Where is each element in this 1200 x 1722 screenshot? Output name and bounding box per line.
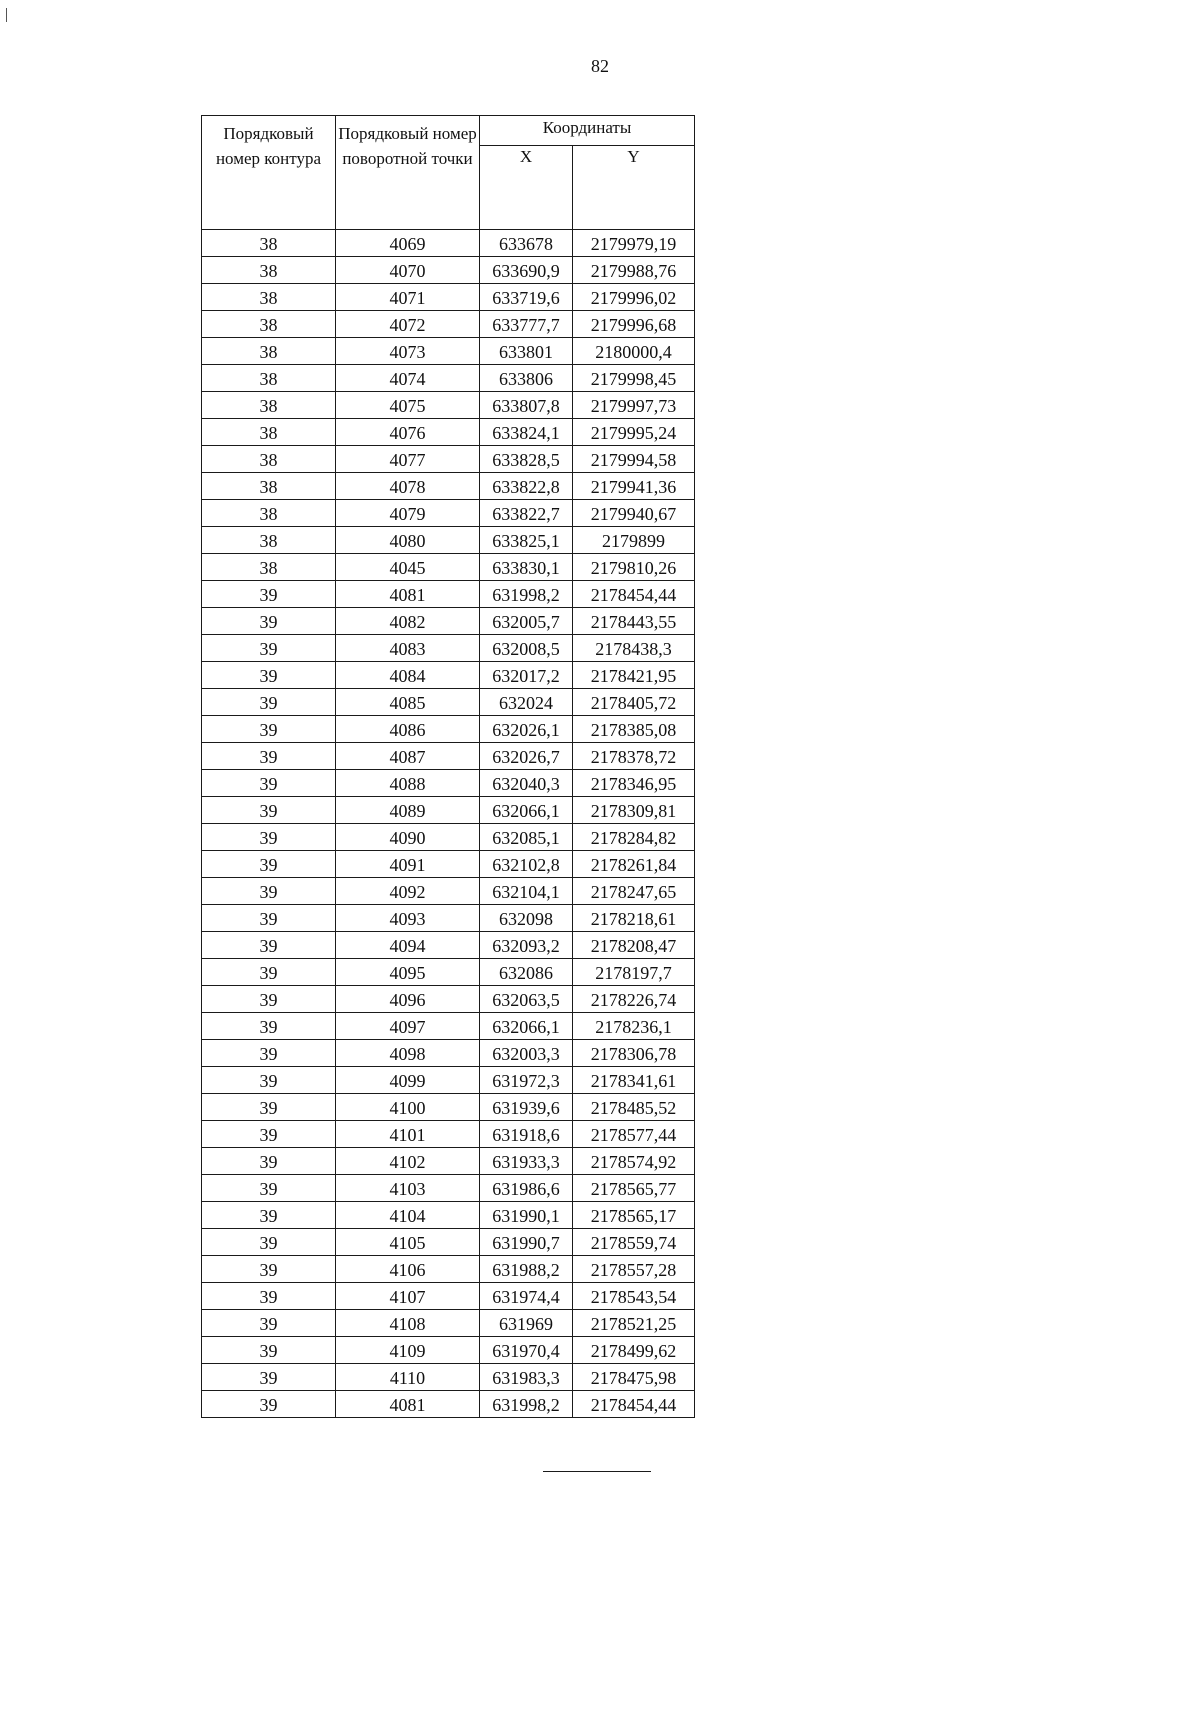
- cell-point: 4083: [336, 635, 480, 662]
- table-row: [202, 581, 695, 608]
- cell-y: 2179899: [573, 527, 695, 554]
- cell-contour: 39: [202, 1283, 336, 1310]
- header-contour-number: Порядковый номер контура: [202, 116, 336, 230]
- cell-contour: 38: [202, 284, 336, 311]
- table-row: [202, 878, 695, 905]
- cell-y: 2178247,65: [573, 878, 695, 905]
- cell-x: 631939,6: [480, 1094, 573, 1121]
- cell-contour: 39: [202, 797, 336, 824]
- cell-point: 4074: [336, 365, 480, 392]
- header-point-number: Порядковый номер поворотной точки: [336, 116, 480, 230]
- cell-contour: 39: [202, 1256, 336, 1283]
- cell-point: 4097: [336, 1013, 480, 1040]
- table-row: [202, 824, 695, 851]
- table-row: [202, 635, 695, 662]
- cell-contour: 39: [202, 851, 336, 878]
- header-coordinates: Координаты: [480, 116, 695, 146]
- cell-y: 2178577,44: [573, 1121, 695, 1148]
- cell-contour: 39: [202, 1067, 336, 1094]
- cell-x: 633824,1: [480, 419, 573, 446]
- cell-point: 4079: [336, 500, 480, 527]
- coordinates-table: [201, 115, 695, 1418]
- table-row: [202, 743, 695, 770]
- cell-x: 632093,2: [480, 932, 573, 959]
- cell-point: 4099: [336, 1067, 480, 1094]
- cell-point: 4088: [336, 770, 480, 797]
- cell-y: 2178341,61: [573, 1067, 695, 1094]
- cell-x: 632066,1: [480, 1013, 573, 1040]
- table-row: [202, 851, 695, 878]
- cell-contour: 39: [202, 1229, 336, 1256]
- cell-y: 2178521,25: [573, 1310, 695, 1337]
- cell-y: 2179995,24: [573, 419, 695, 446]
- cell-point: 4107: [336, 1283, 480, 1310]
- cell-y: 2178421,95: [573, 662, 695, 689]
- cell-contour: 38: [202, 311, 336, 338]
- table-row: [202, 311, 695, 338]
- cell-x: 631972,3: [480, 1067, 573, 1094]
- cell-y: 2178385,08: [573, 716, 695, 743]
- table-row: [202, 1364, 695, 1391]
- cell-y: 2178405,72: [573, 689, 695, 716]
- table-row: [202, 446, 695, 473]
- cell-contour: 39: [202, 662, 336, 689]
- cell-y: 2178485,52: [573, 1094, 695, 1121]
- cell-contour: 39: [202, 608, 336, 635]
- cell-x: 632026,7: [480, 743, 573, 770]
- cell-point: 4103: [336, 1175, 480, 1202]
- cell-point: 4084: [336, 662, 480, 689]
- end-rule: [543, 1471, 651, 1472]
- cell-y: 2178226,74: [573, 986, 695, 1013]
- cell-y: 2178543,54: [573, 1283, 695, 1310]
- table-row: [202, 1202, 695, 1229]
- cell-contour: 39: [202, 1391, 336, 1418]
- cell-contour: 39: [202, 1364, 336, 1391]
- cell-point: 4094: [336, 932, 480, 959]
- cell-point: 4078: [336, 473, 480, 500]
- cell-point: 4089: [336, 797, 480, 824]
- table-row: [202, 1148, 695, 1175]
- cell-x: 631918,6: [480, 1121, 573, 1148]
- cell-contour: 39: [202, 716, 336, 743]
- table-row: [202, 230, 695, 257]
- cell-contour: 38: [202, 365, 336, 392]
- cell-point: 4106: [336, 1256, 480, 1283]
- cell-contour: 39: [202, 1094, 336, 1121]
- cell-x: 631990,7: [480, 1229, 573, 1256]
- cell-point: 4071: [336, 284, 480, 311]
- cell-contour: 39: [202, 824, 336, 851]
- table-row: [202, 770, 695, 797]
- cell-contour: 38: [202, 392, 336, 419]
- cell-point: 4045: [336, 554, 480, 581]
- table-row: [202, 419, 695, 446]
- cell-contour: 39: [202, 689, 336, 716]
- cell-y: 2178475,98: [573, 1364, 695, 1391]
- table-row: [202, 527, 695, 554]
- cell-x: 631933,3: [480, 1148, 573, 1175]
- cell-x: 633806: [480, 365, 573, 392]
- table-row: [202, 608, 695, 635]
- cell-contour: 39: [202, 743, 336, 770]
- cell-x: 631986,6: [480, 1175, 573, 1202]
- cell-contour: 39: [202, 1040, 336, 1067]
- cell-point: 4070: [336, 257, 480, 284]
- cell-x: 632086: [480, 959, 573, 986]
- cell-x: 631998,2: [480, 581, 573, 608]
- cell-point: 4072: [336, 311, 480, 338]
- table-row: [202, 284, 695, 311]
- cell-x: 633822,7: [480, 500, 573, 527]
- cell-y: 2178346,95: [573, 770, 695, 797]
- cell-y: 2178454,44: [573, 581, 695, 608]
- table-row: [202, 1310, 695, 1337]
- table-body: [202, 230, 695, 1418]
- cell-x: 633825,1: [480, 527, 573, 554]
- cell-x: 632008,5: [480, 635, 573, 662]
- cell-contour: 38: [202, 446, 336, 473]
- cell-point: 4105: [336, 1229, 480, 1256]
- cell-point: 4075: [336, 392, 480, 419]
- cell-x: 631988,2: [480, 1256, 573, 1283]
- cell-contour: 38: [202, 257, 336, 284]
- cell-y: 2178557,28: [573, 1256, 695, 1283]
- table-row: [202, 932, 695, 959]
- cell-point: 4085: [336, 689, 480, 716]
- cell-contour: 39: [202, 581, 336, 608]
- cell-point: 4092: [336, 878, 480, 905]
- cell-x: 633690,9: [480, 257, 573, 284]
- cell-point: 4090: [336, 824, 480, 851]
- cell-point: 4101: [336, 1121, 480, 1148]
- table-row: [202, 392, 695, 419]
- cell-x: 632102,8: [480, 851, 573, 878]
- cell-contour: 39: [202, 1148, 336, 1175]
- cell-point: 4077: [336, 446, 480, 473]
- cell-contour: 38: [202, 500, 336, 527]
- cell-x: 632098: [480, 905, 573, 932]
- cell-y: 2178559,74: [573, 1229, 695, 1256]
- cell-y: 2178261,84: [573, 851, 695, 878]
- cell-y: 2179997,73: [573, 392, 695, 419]
- table-row: [202, 1175, 695, 1202]
- cell-point: 4104: [336, 1202, 480, 1229]
- cell-y: 2178499,62: [573, 1337, 695, 1364]
- table-row: [202, 905, 695, 932]
- cell-contour: 39: [202, 1202, 336, 1229]
- table-row: [202, 500, 695, 527]
- cell-x: 632017,2: [480, 662, 573, 689]
- cell-point: 4081: [336, 1391, 480, 1418]
- cell-contour: 38: [202, 230, 336, 257]
- table-row: [202, 716, 695, 743]
- cell-point: 4096: [336, 986, 480, 1013]
- cell-y: 2179988,76: [573, 257, 695, 284]
- cell-y: 2178565,77: [573, 1175, 695, 1202]
- table-row: [202, 1256, 695, 1283]
- scan-mark: [6, 8, 7, 22]
- table-row: [202, 662, 695, 689]
- table-row: [202, 1094, 695, 1121]
- cell-x: 631969: [480, 1310, 573, 1337]
- cell-y: 2178454,44: [573, 1391, 695, 1418]
- cell-x: 632085,1: [480, 824, 573, 851]
- cell-y: 2178208,47: [573, 932, 695, 959]
- cell-y: 2179979,19: [573, 230, 695, 257]
- cell-contour: 39: [202, 770, 336, 797]
- cell-x: 633830,1: [480, 554, 573, 581]
- cell-point: 4081: [336, 581, 480, 608]
- cell-x: 632063,5: [480, 986, 573, 1013]
- table-row: [202, 1013, 695, 1040]
- cell-contour: 39: [202, 1121, 336, 1148]
- cell-contour: 39: [202, 932, 336, 959]
- cell-x: 631998,2: [480, 1391, 573, 1418]
- cell-x: 633822,8: [480, 473, 573, 500]
- table-row: [202, 1229, 695, 1256]
- cell-y: 2179998,45: [573, 365, 695, 392]
- cell-contour: 39: [202, 1337, 336, 1364]
- table-row: [202, 959, 695, 986]
- cell-x: 633678: [480, 230, 573, 257]
- cell-x: 631983,3: [480, 1364, 573, 1391]
- page-number: 82: [591, 56, 609, 76]
- table-row: [202, 338, 695, 365]
- table-row: [202, 365, 695, 392]
- cell-y: 2178236,1: [573, 1013, 695, 1040]
- cell-y: 2178574,92: [573, 1148, 695, 1175]
- cell-x: 632026,1: [480, 716, 573, 743]
- cell-x: 633807,8: [480, 392, 573, 419]
- cell-point: 4091: [336, 851, 480, 878]
- table-row: [202, 797, 695, 824]
- cell-point: 4087: [336, 743, 480, 770]
- cell-contour: 38: [202, 527, 336, 554]
- cell-point: 4073: [336, 338, 480, 365]
- cell-x: 632104,1: [480, 878, 573, 905]
- cell-contour: 39: [202, 1310, 336, 1337]
- cell-y: 2178443,55: [573, 608, 695, 635]
- table-row: [202, 1067, 695, 1094]
- cell-contour: 39: [202, 959, 336, 986]
- cell-y: 2178309,81: [573, 797, 695, 824]
- table-row: [202, 1391, 695, 1418]
- cell-contour: 39: [202, 1013, 336, 1040]
- cell-y: 2179994,58: [573, 446, 695, 473]
- cell-point: 4100: [336, 1094, 480, 1121]
- cell-y: 2179996,02: [573, 284, 695, 311]
- cell-y: 2179941,36: [573, 473, 695, 500]
- cell-y: 2179940,67: [573, 500, 695, 527]
- cell-y: 2178438,3: [573, 635, 695, 662]
- cell-point: 4110: [336, 1364, 480, 1391]
- cell-x: 632040,3: [480, 770, 573, 797]
- cell-contour: 38: [202, 473, 336, 500]
- cell-x: 633801: [480, 338, 573, 365]
- table-row: [202, 257, 695, 284]
- cell-x: 632066,1: [480, 797, 573, 824]
- cell-x: 631974,4: [480, 1283, 573, 1310]
- cell-point: 4102: [336, 1148, 480, 1175]
- cell-y: 2178378,72: [573, 743, 695, 770]
- cell-contour: 38: [202, 338, 336, 365]
- table-header: [202, 116, 695, 230]
- header-x: X: [480, 145, 573, 229]
- cell-x: 632005,7: [480, 608, 573, 635]
- cell-contour: 39: [202, 986, 336, 1013]
- cell-y: 2180000,4: [573, 338, 695, 365]
- cell-x: 633828,5: [480, 446, 573, 473]
- cell-y: 2178565,17: [573, 1202, 695, 1229]
- table-row: [202, 554, 695, 581]
- table-row: [202, 473, 695, 500]
- cell-contour: 38: [202, 419, 336, 446]
- table-row: [202, 1040, 695, 1067]
- cell-contour: 39: [202, 905, 336, 932]
- cell-x: 633777,7: [480, 311, 573, 338]
- cell-y: 2178197,7: [573, 959, 695, 986]
- cell-point: 4093: [336, 905, 480, 932]
- cell-point: 4095: [336, 959, 480, 986]
- cell-point: 4108: [336, 1310, 480, 1337]
- cell-point: 4082: [336, 608, 480, 635]
- table-row: [202, 1121, 695, 1148]
- cell-contour: 39: [202, 635, 336, 662]
- cell-x: 631990,1: [480, 1202, 573, 1229]
- cell-y: 2178218,61: [573, 905, 695, 932]
- cell-y: 2179810,26: [573, 554, 695, 581]
- cell-contour: 39: [202, 1175, 336, 1202]
- table-row: [202, 689, 695, 716]
- cell-x: 632003,3: [480, 1040, 573, 1067]
- cell-point: 4109: [336, 1337, 480, 1364]
- cell-x: 633719,6: [480, 284, 573, 311]
- cell-point: 4080: [336, 527, 480, 554]
- cell-point: 4069: [336, 230, 480, 257]
- cell-x: 632024: [480, 689, 573, 716]
- table-row: [202, 1283, 695, 1310]
- cell-y: 2178284,82: [573, 824, 695, 851]
- cell-y: 2179996,68: [573, 311, 695, 338]
- table-row: [202, 1337, 695, 1364]
- cell-point: 4076: [336, 419, 480, 446]
- cell-point: 4086: [336, 716, 480, 743]
- cell-y: 2178306,78: [573, 1040, 695, 1067]
- header-y: Y: [573, 145, 695, 229]
- cell-x: 631970,4: [480, 1337, 573, 1364]
- cell-contour: 39: [202, 878, 336, 905]
- cell-point: 4098: [336, 1040, 480, 1067]
- cell-contour: 38: [202, 554, 336, 581]
- table-row: [202, 986, 695, 1013]
